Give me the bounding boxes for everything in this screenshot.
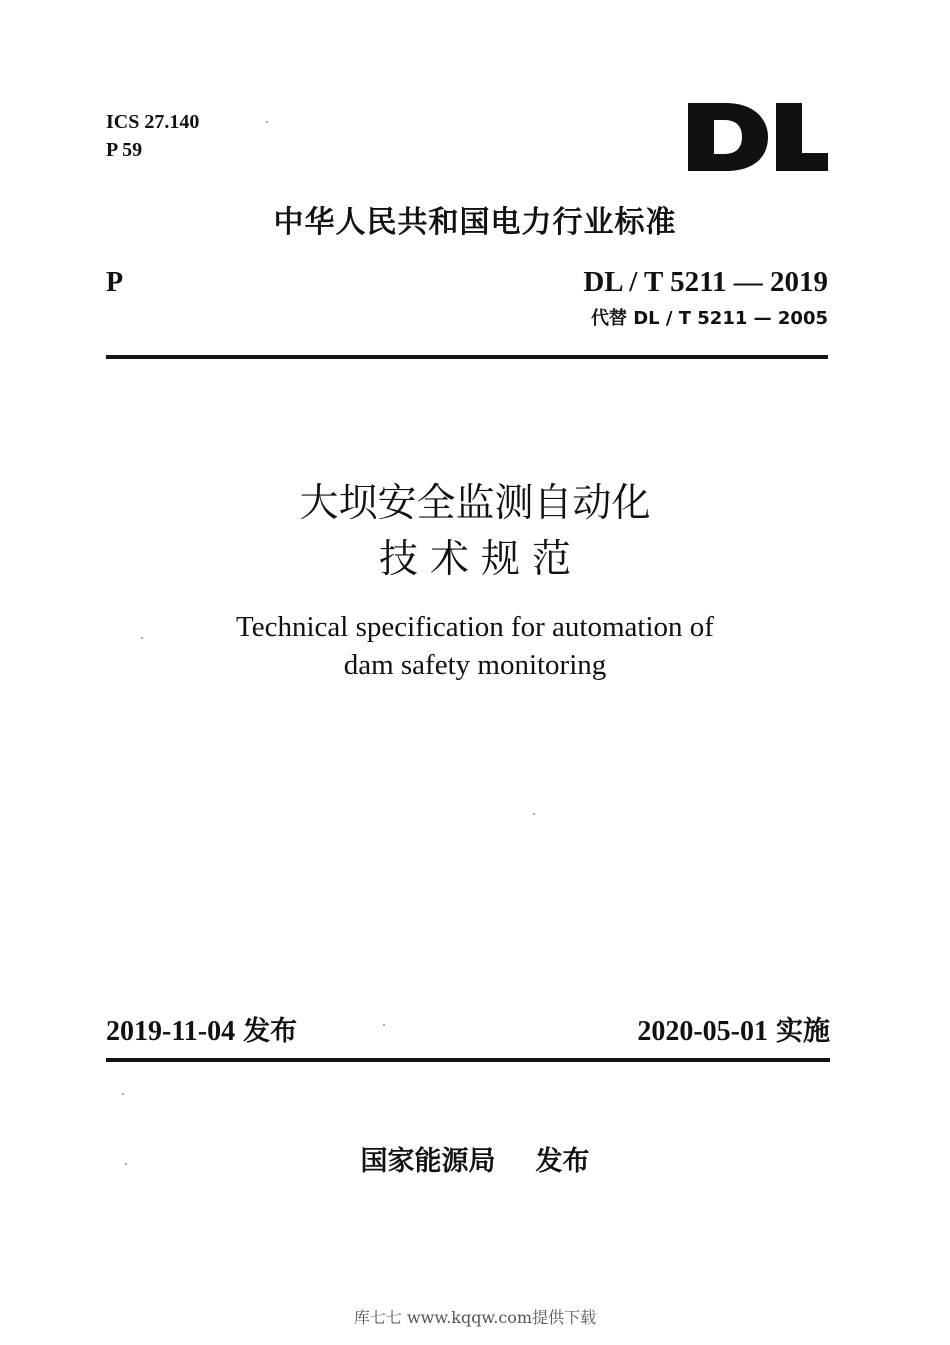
category-code: P	[106, 267, 124, 298]
dl-logo-mark	[684, 95, 830, 179]
scan-speck	[533, 813, 535, 815]
issuer-line	[0, 1142, 950, 1182]
english-title	[0, 608, 950, 684]
implement-label: 实施	[776, 1016, 830, 1047]
chinese-title	[0, 476, 950, 588]
scan-speck	[266, 121, 268, 123]
scan-speck	[125, 1163, 127, 1165]
industry-standard-title	[0, 201, 950, 245]
download-footer: 库七七 www.kqqw.com提供下载	[353, 1308, 597, 1327]
english-title-line-1: Technical specification for automation of	[236, 611, 714, 643]
dl-logo	[684, 95, 830, 179]
date-row	[106, 1012, 830, 1052]
classification-codes	[106, 108, 199, 164]
chinese-title-line-2: 技术规范	[378, 537, 583, 582]
issuer-name: 国家能源局	[360, 1146, 496, 1177]
issuer-label: 发布	[535, 1146, 590, 1177]
scan-speck	[383, 1024, 385, 1026]
publish-date: 2019-11-04	[106, 1016, 236, 1047]
chinese-title-line-1: 大坝安全监测自动化	[299, 481, 651, 526]
scan-speck	[141, 637, 143, 639]
ccs-code: P 59	[106, 139, 143, 161]
replaces-standard: 代替 DL / T 5211 — 2005	[590, 308, 828, 329]
publish-date-block	[106, 1012, 297, 1052]
implement-date-block	[637, 1012, 830, 1052]
ics-code: ICS 27.140	[106, 111, 200, 133]
bottom-divider	[106, 1058, 830, 1062]
standard-number: DL / T 5211 — 2019	[583, 266, 828, 298]
implement-date: 2020-05-01	[637, 1016, 768, 1047]
industry-standard-title-text: 中华人民共和国电力行业标准	[273, 205, 677, 240]
english-title-line-2: dam safety monitoring	[343, 649, 607, 681]
top-divider	[106, 355, 828, 359]
scan-speck	[122, 1093, 124, 1095]
publish-label: 发布	[243, 1016, 298, 1047]
